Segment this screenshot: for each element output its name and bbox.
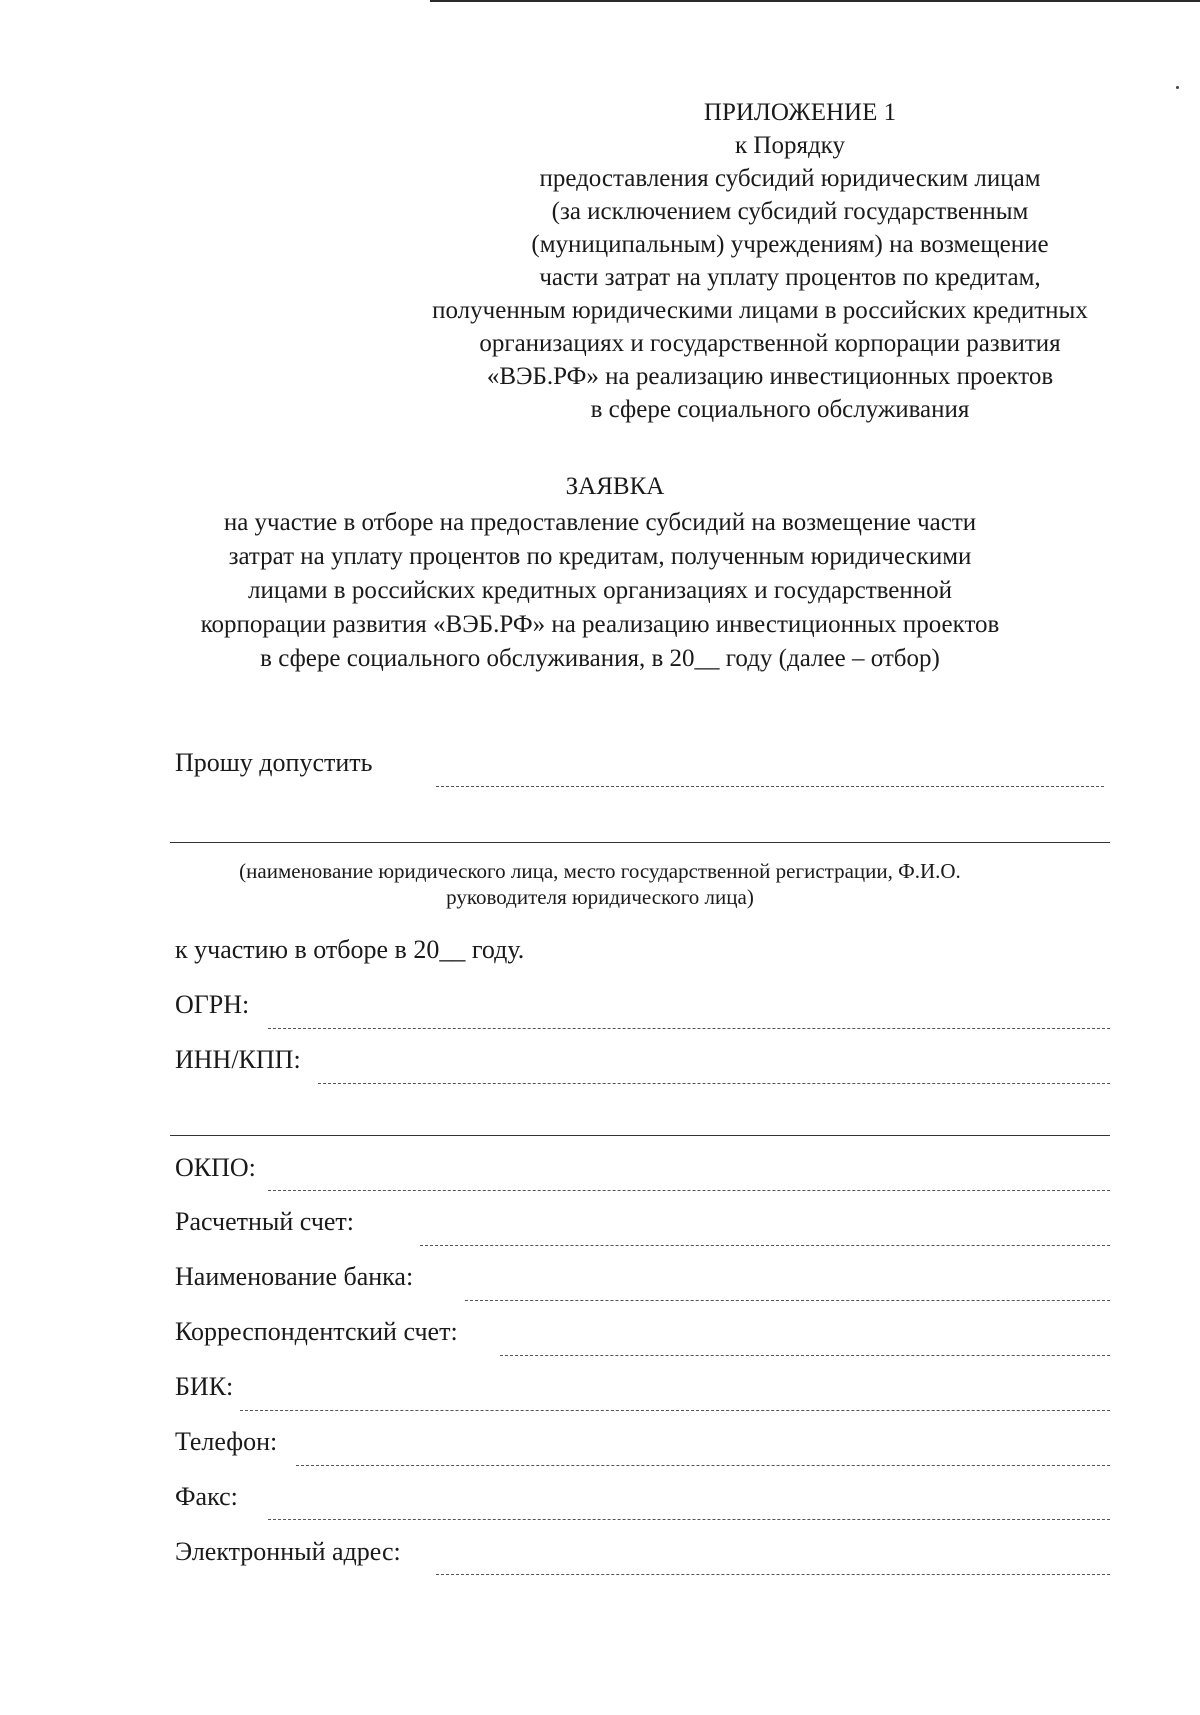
header-line: предоставления субсидий юридическим лицам	[539, 165, 1041, 192]
applicant-field-caption	[160, 858, 1040, 910]
bik-field[interactable]	[240, 1410, 1110, 1411]
bik-label: БИК:	[175, 1372, 234, 1401]
corr-account-label: Корреспондентский счет:	[175, 1317, 458, 1346]
account-field[interactable]	[420, 1245, 1110, 1246]
header-line: «ВЭБ.РФ» на реализацию инвестиционных проектов	[486, 363, 1054, 390]
caption-line: (наименование юридического лица, место государственной регистрации, Ф.И.О.	[239, 859, 961, 883]
application-line: затрат на уплату процентов по кредитам, полученным юридическими	[228, 543, 972, 570]
header-line: части затрат на уплату процентов по кредитам,	[539, 264, 1041, 291]
inn-kpp-field[interactable]	[318, 1083, 1110, 1084]
header-line: в сфере социального обслуживания	[590, 396, 970, 423]
bank-name-label: Наименование банка:	[175, 1262, 414, 1291]
ogrn-label: ОГРН:	[175, 990, 250, 1019]
corr-account-field[interactable]	[500, 1355, 1110, 1356]
caption-line: руководителя юридического лица)	[446, 885, 754, 909]
application-line: корпорации развития «ВЭБ.РФ» на реализацию инвестиционных проектов	[200, 611, 1000, 638]
request-label: Прошу допустить	[175, 748, 373, 777]
ogrn-field[interactable]	[268, 1028, 1110, 1029]
inn-kpp-label: ИНН/КПП:	[175, 1045, 301, 1074]
header-line: полученным юридическими лицами в российских кредитных	[432, 297, 1088, 324]
appendix-title: ПРИЛОЖЕНИЕ 1	[703, 99, 897, 126]
applicant-name-field-line-2[interactable]	[170, 842, 1110, 843]
appendix-header	[380, 96, 1140, 426]
scan-speck	[1176, 86, 1179, 89]
scan-edge-line	[430, 0, 1200, 2]
applicant-name-field[interactable]	[436, 786, 1104, 787]
header-line: (за исключением субсидий государственным	[551, 198, 1029, 225]
inn-kpp-field-line-2[interactable]	[170, 1135, 1110, 1136]
header-line: к Порядку	[735, 132, 845, 159]
phone-field[interactable]	[296, 1465, 1110, 1466]
application-line: в сфере социального обслуживания, в 20__ году (далее – отбор)	[260, 645, 940, 672]
header-line: организациях и государственной корпорации развития	[479, 330, 1061, 357]
application-title: ЗАЯВКА	[565, 473, 665, 500]
phone-label: Телефон:	[175, 1427, 278, 1456]
account-label: Расчетный счет:	[175, 1207, 355, 1236]
okpo-field[interactable]	[268, 1190, 1110, 1191]
bank-name-field[interactable]	[465, 1300, 1110, 1301]
header-line: (муниципальным) учреждениям) на возмещение	[531, 231, 1049, 258]
fax-label: Факс:	[175, 1482, 238, 1511]
application-line: лицами в российских кредитных организациях и государственной	[247, 577, 953, 604]
fax-field[interactable]	[268, 1519, 1110, 1520]
okpo-label: ОКПО:	[175, 1153, 256, 1182]
email-label: Электронный адрес:	[175, 1537, 401, 1566]
application-title-block	[160, 470, 1040, 676]
participation-text: к участию в отборе в 20__ году.	[175, 935, 525, 964]
application-line: на участие в отборе на предоставление субсидий на возмещение части	[223, 509, 977, 536]
email-field[interactable]	[436, 1574, 1110, 1575]
